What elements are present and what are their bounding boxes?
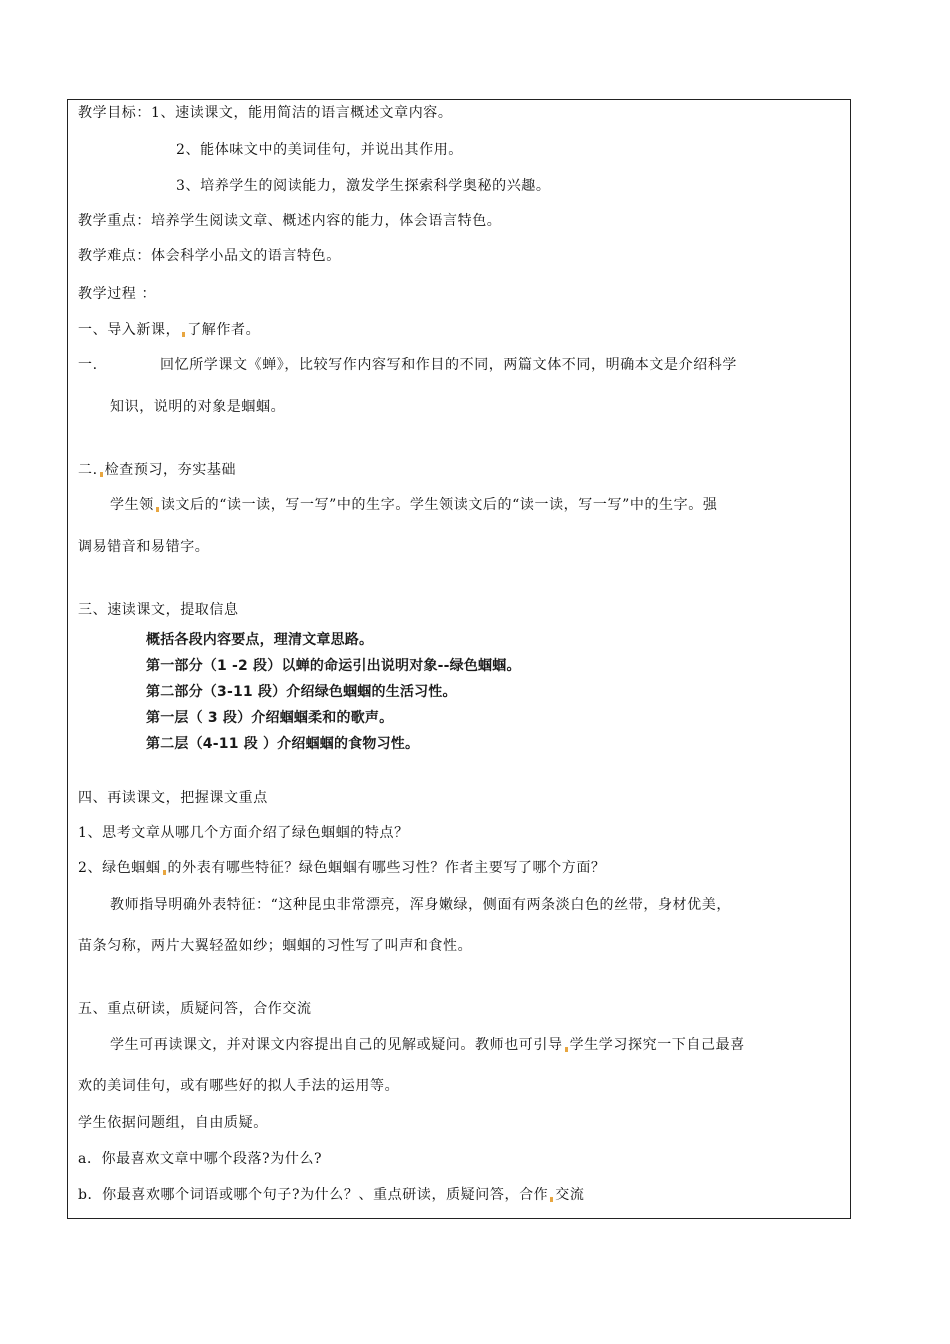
section-3-outline-image — [146, 630, 521, 758]
outline-line: 第二部分（3-11 段）介绍绿色蝈蝈的生活习性。 — [146, 684, 457, 700]
difficulty: 教学难点：体会科学小品文的语言特色。 — [78, 248, 341, 264]
outline-line: 第二层（4-11 段 ）介绍蝈蝈的食物习性。 — [146, 736, 420, 752]
marker-dot — [550, 1197, 553, 1202]
section-2-body-1: 学生领 读文后的“读一读，写一写”中的生字。学生领读文后的“读一读，写一写”中的生字。强 — [110, 497, 718, 513]
goal-1: 1、速读课文，能用简洁的语言概述文章内容。 — [151, 105, 453, 121]
process-title: 教学过程 ： — [78, 286, 157, 302]
question-a: a．你最喜欢文章中哪个段落?为什么? — [78, 1151, 323, 1167]
marker-dot — [182, 332, 185, 337]
section-1-num: 一. — [78, 357, 98, 373]
section-4-question-1: 1、思考文章从哪几个方面介绍了绿色蝈蝈的特点？ — [78, 825, 409, 841]
section-1-body-2: 知识，说明的对象是蝈蝈。 — [110, 399, 286, 415]
section-5-title: 五、重点研读，质疑问答，合作交流 — [78, 1001, 312, 1017]
section-1-body-1: 回忆所学课文《蝉》，比较写作内容写和作目的不同，两篇文体不同，明确本文是介绍科学 — [160, 357, 737, 373]
goal-3: 3、培养学生的阅读能力，激发学生探索科学奥秘的兴趣。 — [176, 178, 551, 194]
section-4-title: 四、再读课文，把握课文重点 — [78, 790, 268, 806]
marker-dot — [156, 507, 159, 512]
outline-line: 第一层（ 3 段）介绍蝈蝈柔和的歌声。 — [146, 710, 394, 726]
section-2-body-2: 调易错音和易错字。 — [78, 539, 210, 555]
outline-line: 第一部分（1 -2 段）以蝉的命运引出说明对象--绿色蝈蝈。 — [146, 658, 521, 674]
section-5-body-2: 欢的美词佳句，或有哪些好的拟人手法的运用等。 — [78, 1078, 400, 1094]
key-point: 教学重点：培养学生阅读文章、概述内容的能力，体会语言特色。 — [78, 213, 502, 229]
section-3-title: 三、速读课文，提取信息 — [78, 602, 239, 618]
section-4-body-2: 苗条匀称，两片大翼轻盈如纱；蝈蝈的习性写了叫声和食性。 — [78, 938, 473, 954]
section-4-question-2: 2、绿色蝈蝈 的外表有哪些特征？绿色蝈蝈有哪些习性？作者主要写了哪个方面？ — [78, 860, 606, 876]
marker-dot — [565, 1047, 568, 1052]
question-b: b．你最喜欢哪个词语或哪个句子?为什么？、重点研读，质疑问答，合作 交流 — [78, 1187, 585, 1203]
marker-dot — [163, 870, 166, 875]
section-4-body-1: 教师指导明确外表特征：“这种昆虫非常漂亮，浑身嫩绿，侧面有两条淡白色的丝带，身材优美， — [110, 897, 731, 913]
marker-dot — [100, 472, 103, 477]
section-1-title: 一、导入新课， 了解作者。 — [78, 322, 261, 338]
outline-line: 概括各段内容要点，理清文章思路。 — [146, 632, 374, 648]
section-2-title: 二. 检查预习，夯实基础 — [78, 462, 237, 478]
section-5-body-1: 学生可再读课文，并对课文内容提出自己的见解或疑问。教师也可引导 学生学习探究一下自己最喜 — [110, 1037, 745, 1053]
goals-line-1 — [78, 103, 453, 123]
goals-label: 教学目标： — [78, 105, 151, 121]
goal-2: 2、能体味文中的美词佳句，并说出其作用。 — [176, 142, 463, 158]
section-5-body-3: 学生依据问题组，自由质疑。 — [78, 1115, 268, 1131]
